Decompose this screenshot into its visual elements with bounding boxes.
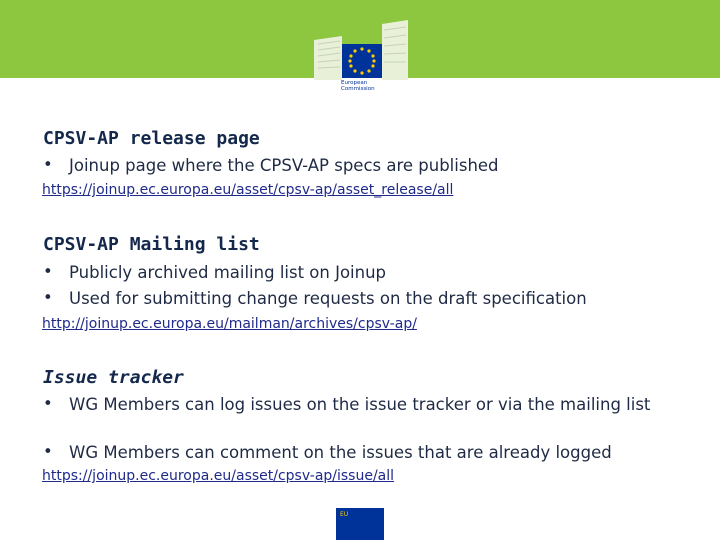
list-item-text: Publicly archived mailing list on Joinup [69,263,387,282]
issue-tracker-link[interactable]: https://joinup.ec.europa.eu/asset/cpsv-ap/issue/all [42,468,395,484]
eu-flag-text: EU [340,511,349,518]
bullet-icon: • [43,288,53,307]
section-title-release-page: CPSV-AP release page [43,128,260,149]
section-title-mailing-list: CPSV-AP Mailing list [43,234,260,255]
release-page-link[interactable]: https://joinup.ec.europa.eu/asset/cpsv-ap/asset_release/all [42,182,454,198]
logo-text [341,80,375,92]
bullet-icon: • [43,394,53,413]
section-title-issue-tracker: Issue tracker [43,367,184,388]
eu-flag-footer [336,508,384,540]
list-item-text: WG Members can log issues on the issue tracker or via the mailing list [69,395,651,414]
list-item-text: Joinup page where the CPSV-AP specs are published [69,156,499,175]
logo-text-line2: Commission [341,86,375,92]
list-item-text: WG Members can comment on the issues that are already logged [69,443,612,462]
logo-text-line1: European [341,80,368,86]
bullet-icon: • [43,262,53,281]
bullet-icon: • [43,155,53,174]
mailing-list-link[interactable]: http://joinup.ec.europa.eu/mailman/archives/cpsv-ap/ [42,316,417,332]
list-item-text: Used for submitting change requests on the draft specification [69,289,587,308]
bullet-icon: • [43,442,53,461]
